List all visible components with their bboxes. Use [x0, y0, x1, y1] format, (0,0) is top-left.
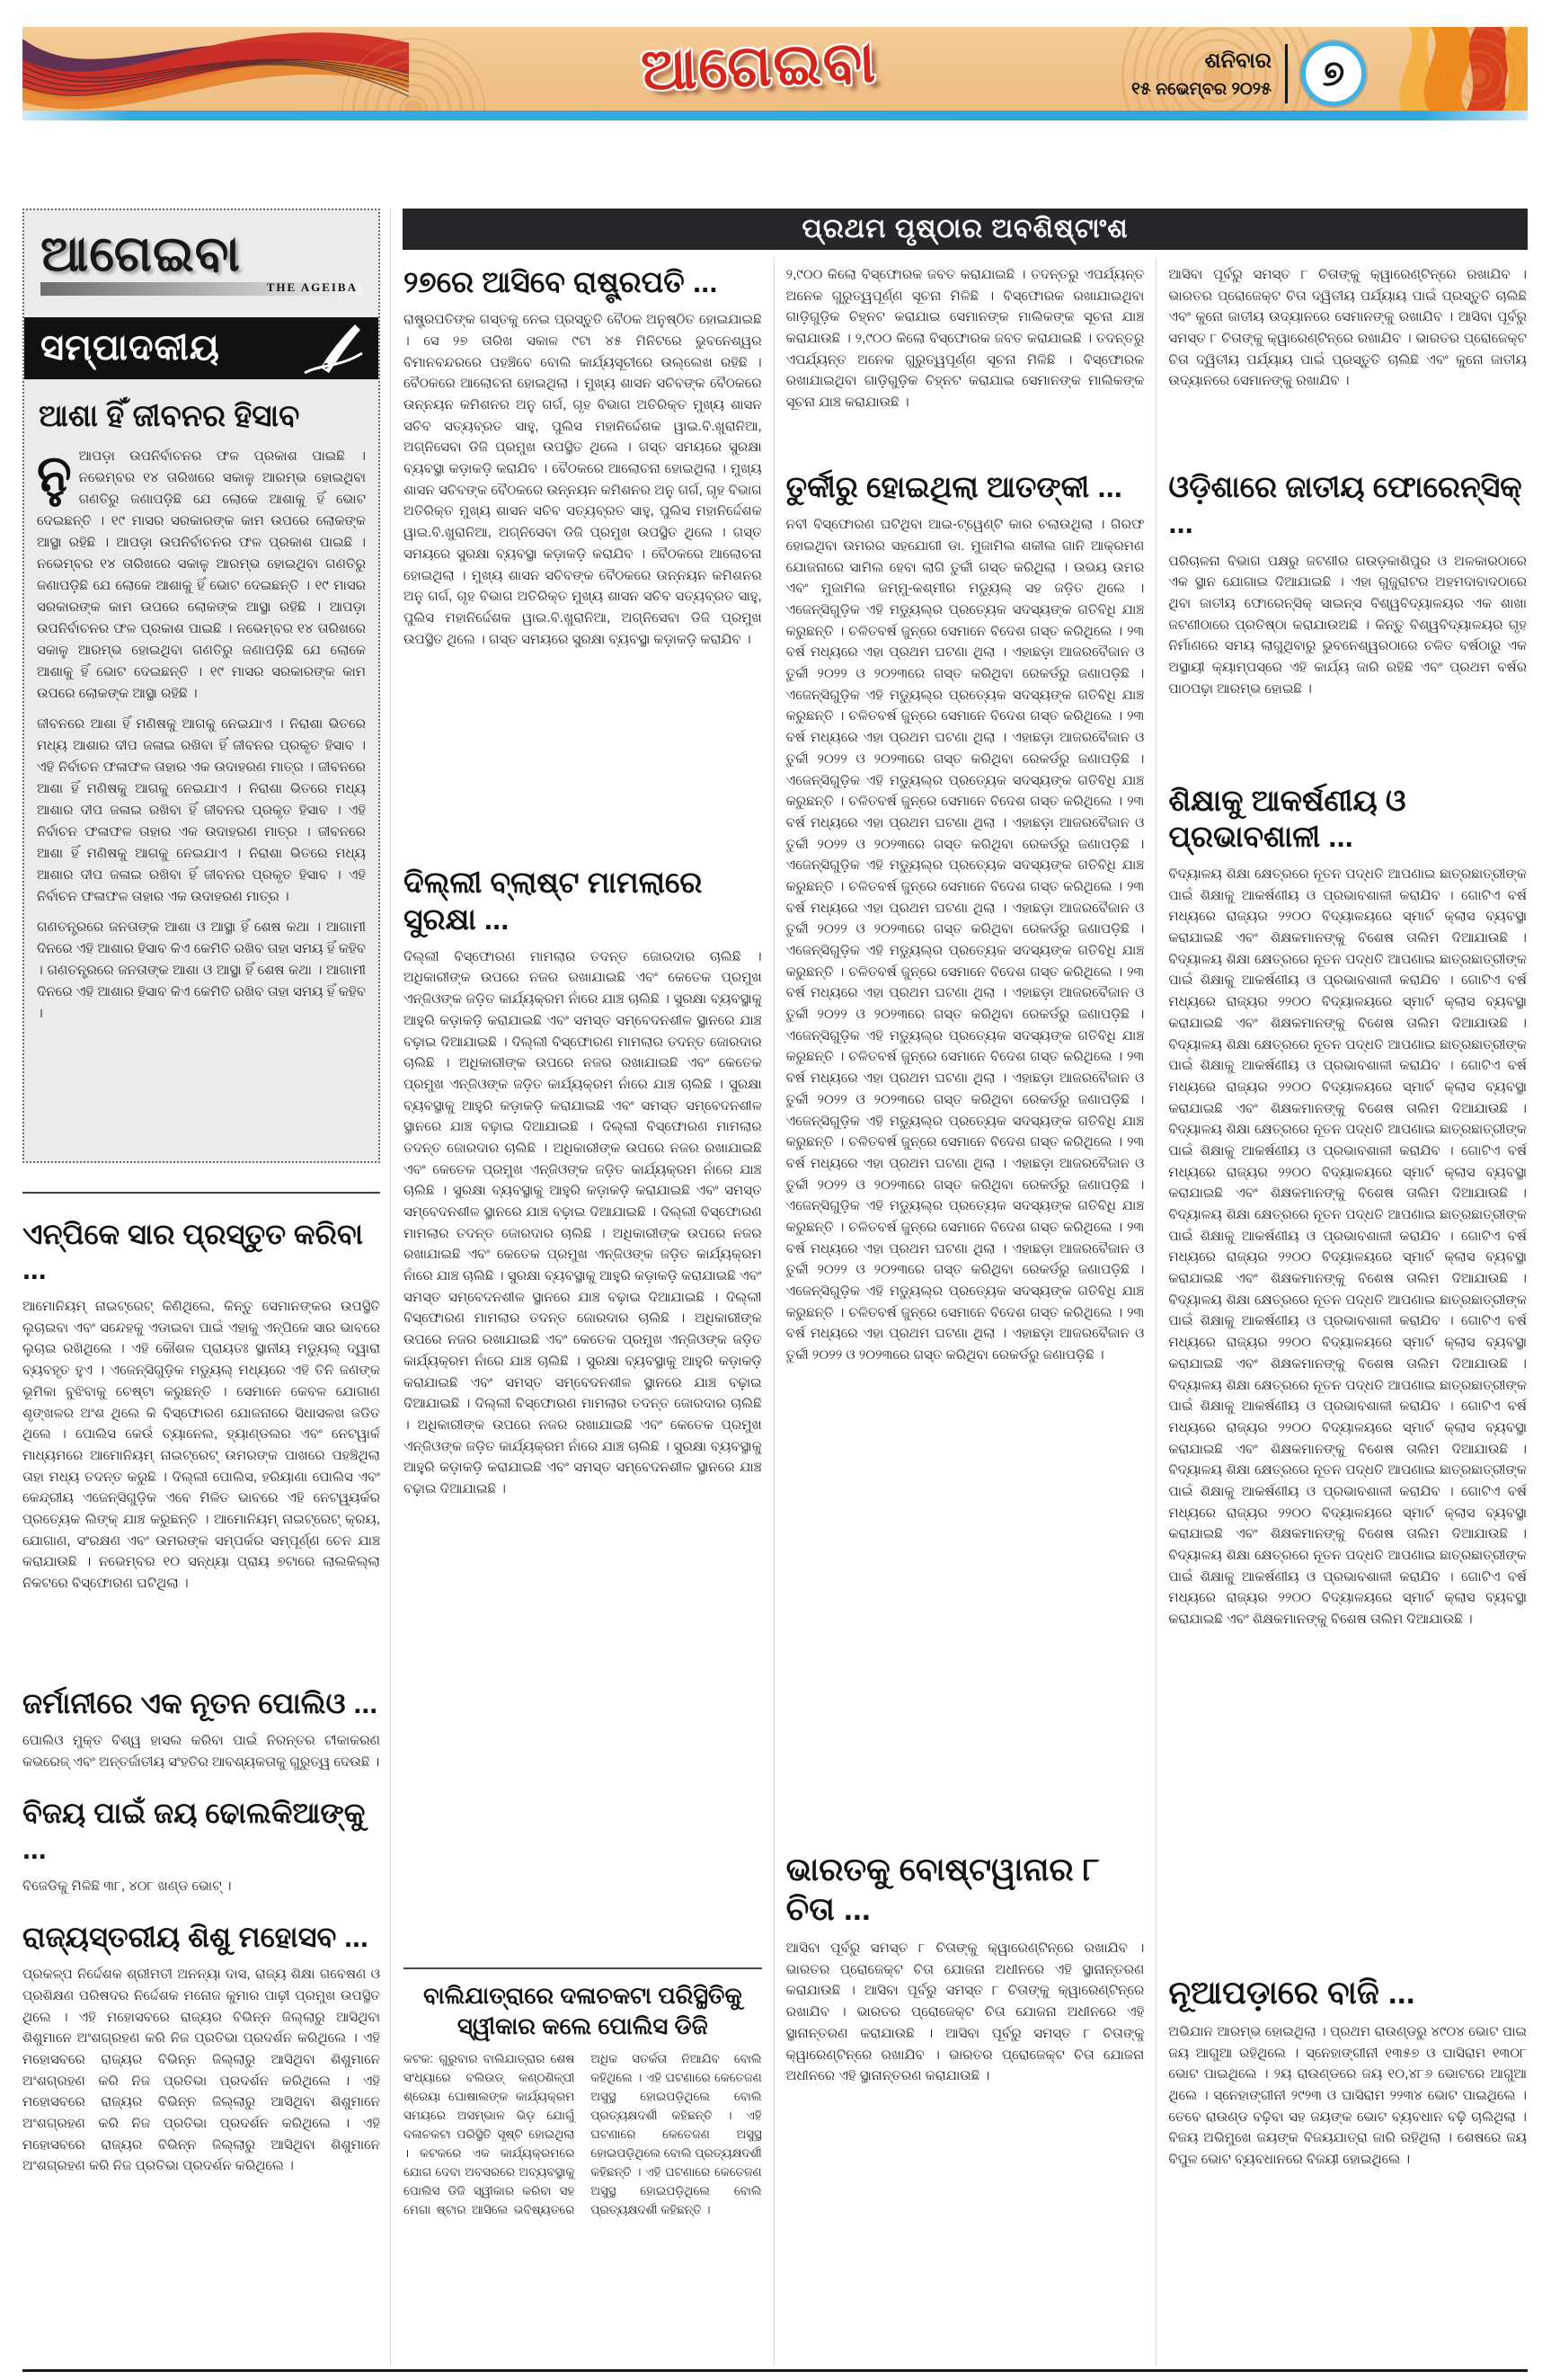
header-accent-strip [22, 111, 1528, 120]
header-band [22, 27, 1528, 111]
headline-botswana-cheetahs: ଭାରତକୁ ବୋଷ୍ଟୱାନାର ୮ ଚିତା ... [785, 1851, 1100, 1928]
left-articles [22, 1192, 380, 2262]
main-column-2 [774, 257, 1157, 2366]
body-botswana-cheetahs: ଆସିବା ପୂର୍ବରୁ ସମସ୍ତ ୮ ଚିତାଙ୍କୁ କ୍ୱାରେଣ୍ଟିନ୍‌ରେ ରଖାଯିବ । ଭାରତର ପ୍ରୋଜେକ୍ଟ ଚିତା ଯୋଜନା ଅଧୀନରେ ଏହି ସ୍ଥାନାନ୍ତରଣ କରାଯାଉଛି । ଆସିବା ପୂର୍ବରୁ ସମସ୍ତ ୮ ଚିତାଙ୍କୁ କ୍ୱାରେଣ୍ଟିନ୍‌ରେ ରଖାଯିବ । ଭାରତର ପ୍ରୋଜେକ୍ଟ ଚିତା ଯୋଜନା ଅଧୀନରେ ଏହି ସ୍ଥାନାନ୍ତରଣ କରାଯାଉଛି । ଆସିବା ପୂର୍ବରୁ ସମସ୍ତ ୮ ଚିତାଙ୍କୁ କ୍ୱାରେଣ୍ଟିନ୍‌ରେ ରଖାଯିବ । ଭାରତର ପ୍ରୋଜେକ୍ଟ ଚିତା ଯୋଜନା ଅଧୀନରେ ଏହି ସ୍ଥାନାନ୍ତରଣ କରାଯାଉଛି । [785, 1940, 1145, 2084]
page-content [22, 209, 1528, 2366]
body-president-visit: ରାଷ୍ଟ୍ରପତିଙ୍କ ଗସ୍ତକୁ ନେଇ ପ୍ରସ୍ତୁତି ବୈଠକ ଅନୁଷ୍ଠିତ ହୋଇଯାଇଛି । ସେ ୨୭ ତାରିଖ ସକାଳ ୯ଟା ୪୫ ମିନିଟରେ ଭୁବନେଶ୍ୱର ବିମାନବନ୍ଦରରେ ପହଞ୍ଚିବେ ବୋଲି କାର୍ଯ୍ୟସୂଚୀରେ ଉଲ୍ଲେଖ ରହିଛି । ବୈଠକରେ ଆଲୋଚନା ହୋଇଥିଲା । ମୁଖ୍ୟ ଶାସନ ସଚିବଙ୍କ ବୈଠକରେ ଉନ୍ନୟନ କମିଶନର ଅନୁ ଗର୍ଗ, ଗୃହ ବିଭାଗ ଅତିରିକ୍ତ ମୁଖ୍ୟ ଶାସନ ସଚିବ ସତ୍ୟବ୍ରତ ସାହୁ, ପୁଲିସ ମହାନିର୍ଦ୍ଦେଶକ ୱାଇ.ବି.ଖୁରାନିଆ, ଅଗ୍ନିସେବା ଡିଜି ପ୍ରମୁଖ ଉପସ୍ଥିତ ଥିଲେ । ଗସ୍ତ ସମୟରେ ସୁରକ୍ଷା ବ୍ୟବସ୍ଥା କଡ଼ାକଡ଼ି କରାଯିବ । ବୈଠକରେ ଆଲୋଚନା ହୋଇଥିଲା । ମୁଖ୍ୟ ଶାସନ ସଚିବଙ୍କ ବୈଠକରେ ଉନ୍ନୟନ କମିଶନର ଅନୁ ଗର୍ଗ, ଗୃହ ବିଭାଗ ଅତିରିକ୍ତ ମୁଖ୍ୟ ଶାସନ ସଚିବ ସତ୍ୟବ୍ରତ ସାହୁ, ପୁଲିସ ମହାନିର୍ଦ୍ଦେଶକ ୱାଇ.ବି.ଖୁରାନିଆ, ଅଗ୍ନିସେବା ଡିଜି ପ୍ରମୁଖ ଉପସ୍ଥିତ ଥିଲେ । ଗସ୍ତ ସମୟରେ ସୁରକ୍ଷା ବ୍ୟବସ୍ଥା କଡ଼ାକଡ଼ି କରାଯିବ । ବୈଠକରେ ଆଲୋଚନା ହୋଇଥିଲା । ମୁଖ୍ୟ ଶାସନ ସଚିବଙ୍କ ବୈଠକରେ ଉନ୍ନୟନ କମିଶନର ଅନୁ ଗର୍ଗ, ଗୃହ ବିଭାଗ ଅତିରିକ୍ତ ମୁଖ୍ୟ ଶାସନ ସଚିବ ସତ୍ୟବ୍ରତ ସାହୁ, ପୁଲିସ ମହାନିର୍ଦ୍ଦେଶକ ୱାଇ.ବି.ଖୁରାନିଆ, ଅଗ୍ନିସେବା ଡିଜି ପ୍ରମୁଖ ଉପସ୍ଥିତ ଥିଲେ । ଗସ୍ତ ସମୟରେ ସୁରକ୍ଷା ବ୍ୟବସ୍ଥା କଡ଼ାକଡ଼ି କରାଯିବ । [403, 312, 762, 647]
body-baliyatra-stampede: କଟକ: ଗୁରୁବାର ବାଲିଯାତ୍ରାର ଶେଷ ସଂଧ୍ୟାରେ ବଲିଉଡ୍ କଣ୍ଠଶିଳ୍ପୀ ଶ୍ରେୟା ଘୋଷାଲଙ୍କ କାର୍ଯ୍ୟକ୍ରମ ସମୟରେ ଅସମ୍ଭାଳ ଭିଡ଼ ଯୋଗୁଁ ଦଳାଚକଟା ପରିସ୍ଥିତି ସୃଷ୍ଟି ହୋଇଥିଲା । କଟକରେ ଏକ କାର୍ଯ୍ୟକ୍ରମରେ ଯୋଗ ଦେବା ଅବସରରେ ଅବ୍ୟବସ୍ଥାକୁ ପୋଲିସ ଡିଜି ସ୍ୱୀକାର କରିବା ସହ ମେଗା ଷ୍ଟାର ଆସିଲେ ଭବିଷ୍ୟତରେ ଅଧିକ ସତର୍କତା ନିଆଯିବ ବୋଲି କହିଥିଲେ । ଏହି ଘଟଣାରେ କେତେଜଣ ଅସୁସ୍ଥ ହୋଇପଡ଼ିଥିଲେ ବୋଲି ପ୍ରତ୍ୟକ୍ଷଦର୍ଶୀ କହିଛନ୍ତି । ଏହି ଘଟଣାରେ କେତେଜଣ ଅସୁସ୍ଥ ହୋଇପଡ଼ିଥିଲେ ବୋଲି ପ୍ରତ୍ୟକ୍ଷଦର୍ଶୀ କହିଛନ୍ତି । ଏହି ଘଟଣାରେ କେତେଜଣ ଅସୁସ୍ଥ ହୋଇପଡ଼ିଥିଲେ ବୋଲି ପ୍ରତ୍ୟକ୍ଷଦର୍ଶୀ କହିଛନ୍ତି । [403, 2052, 762, 2216]
header-divider [1285, 44, 1288, 103]
editorial-logo-bar [40, 282, 362, 296]
headline-baliyatra-stampede: ବାଲିଯାତ୍ରାରେ ଦଳାଚକଟା ପରିସ୍ଥିତିକୁ ସ୍ୱୀକାର କଲେ ପୋଲିସ ଡିଜି [422, 1981, 742, 2040]
baliyatra-box [403, 1967, 762, 2321]
headline-jay-dholakia: ବିଜୟ ପାଇଁ ଜୟ ଢୋଲକିଆଙ୍କୁ ... [22, 1797, 366, 1865]
body-germany-polio: ପୋଲିଓ ମୁକ୍ତ ବିଶ୍ୱ ହାସଲ କରିବା ପାଇଁ ନିରନ୍ତର ଟୀକାକରଣ କଭରେଜ୍ ଏବଂ ଅନ୍ତର୍ଜାତୀୟ ସଂହତିର ଆବଶ୍ୟକତାକୁ ଗୁରୁତ୍ୱ ଦେଉଛି । [22, 1733, 380, 1770]
editorial-logo-subtitle: THE AGEIBA [266, 280, 358, 294]
headline-germany-polio: ଜର୍ମାନୀରେ ଏକ ନୂତନ ପୋଲିଓ ... [22, 1687, 378, 1720]
bottom-rule [22, 2369, 1528, 2372]
body-explosives-seized: ୨,୯୦୦ କିଲୋ ବିସ୍ଫୋରକ ଜବତ କରାଯାଇଛି । ତଦନ୍ତରୁ ଏପର୍ଯ୍ୟନ୍ତ ଅନେକ ଗୁରୁତ୍ୱପୂର୍ଣ୍ଣ ସୂଚନା ମିଳିଛି । ବିସ୍ଫୋରକ ରଖାଯାଇଥିବା ଗାଡ଼ିଗୁଡ଼ିକ ଚିହ୍ନଟ କରାଯାଇ ସେମାନଙ୍କ ମାଲିକଙ୍କ ସୂଚନା ଯାଞ୍ଚ କରାଯାଉଛି । ୨,୯୦୦ କିଲୋ ବିସ୍ଫୋରକ ଜବତ କରାଯାଇଛି । ତଦନ୍ତରୁ ଏପର୍ଯ୍ୟନ୍ତ ଅନେକ ଗୁରୁତ୍ୱପୂର୍ଣ୍ଣ ସୂଚନା ମିଳିଛି । ବିସ୍ଫୋରକ ରଖାଯାଇଥିବା ଗାଡ଼ିଗୁଡ଼ିକ ଚିହ୍ନଟ କରାଯାଇ ସେମାନଙ୍କ ମାଲିକଙ୍କ ସୂଚନା ଯାଞ୍ଚ କରାଯାଉଛି । [785, 267, 1145, 411]
body-national-forensic: ପରିଚାଳନା ବିଭାଗ ପକ୍ଷରୁ ଜଟଣୀର ଗଉଡ଼କାଶିପୁର ଓ ଅଳକାରଠାରେ ଏକ ସ୍ଥାନ ଯୋଗାଇ ଦିଆଯାଇଛି । ଏହା ଗୁଜୁରାଟର ଅହମଦାବାଦଠାରେ ଥିବା ଜାତୀୟ ଫୋରେନ୍ସିକ୍ ସାଇନ୍ସ ବିଶ୍ୱବିଦ୍ୟାଳୟର ଏକ ଶାଖା ଜଟଣୀଠାରେ ପ୍ରତିଷ୍ଠା କରାଯାଉଅଛି । କିନ୍ତୁ ବିଶ୍ୱବିଦ୍ୟାଳୟର ଗୃହ ନିର୍ମାଣରେ ସମୟ ଲାଗୁଥିବାରୁ ଭୁବନେଶ୍ୱରଠାରେ ଚଳିତ ବର୍ଷଠାରୁ ଏକ ଅସ୍ଥାୟୀ କ୍ୟାମ୍ପସ୍‌ରେ ଏହି କାର୍ଯ୍ୟ ଜାରି ରହିଛି ଏବଂ ପ୍ରଥମ ବର୍ଷର ପାଠପଢ଼ା ଆରମ୍ଭ ହୋଇଛି । [1168, 553, 1528, 697]
main-column-3 [1156, 257, 1528, 2366]
headline-npk-fertilizer: ଏନ୍‌ପିକେ ସାର ପ୍ରସ୍ତୁତ କରିବା ... [22, 1218, 363, 1286]
editorial-dropcap: ନୁ [37, 445, 72, 502]
headline-delhi-blast: ଦିଲ୍ଲୀ ବ୍ଲାଷ୍ଟ ମାମଲାରେ ସୁରକ୍ଷା ... [403, 866, 703, 936]
main-section [403, 209, 1528, 2366]
editorial-logo: ଆଗେଇବା [40, 226, 241, 281]
body-jay-dholakia: ବିଜେଡିକୁ ମିଳିଛି ୩୮, ୪୦୮ ଖଣ୍ଡ ଭୋଟ୍ । [22, 1878, 232, 1894]
headline-attractive-education: ଶିକ୍ଷାକୁ ଆକର୍ଷଣୀୟ ଓ ପ୍ରଭାବଶାଳୀ ... [1168, 783, 1406, 853]
page-number-badge [1301, 41, 1366, 106]
masthead-title: ଆଗେଇବା [639, 29, 878, 102]
date-label: ୧୫ ନଭେମ୍ବର ୨୦୨୫ [1131, 79, 1272, 99]
header-date-block [1131, 41, 1366, 106]
editorial-column [22, 209, 391, 2366]
headline-nuapada-bet: ନୂଆପଡ଼ାରେ ବାଜି ... [1168, 1974, 1415, 2011]
body-cheetah-quarantine: ଆସିବା ପୂର୍ବରୁ ସମସ୍ତ ୮ ଚିତାଙ୍କୁ କ୍ୱାରେଣ୍ଟିନ୍‌ରେ ରଖାଯିବ । ଭାରତର ପ୍ରୋଜେକ୍ଟ ଚିତା ଦ୍ୱିତୀୟ ପର୍ଯ୍ୟାୟ ପାଇଁ ପ୍ରସ୍ତୁତି ଚାଲିଛି ଏବଂ କୁନୋ ଜାତୀୟ ଉଦ୍ୟାନରେ ସେମାନଙ୍କୁ ରଖାଯିବ । ଆସିବା ପୂର୍ବରୁ ସମସ୍ତ ୮ ଚିତାଙ୍କୁ କ୍ୱାରେଣ୍ଟିନ୍‌ରେ ରଖାଯିବ । ଭାରତର ପ୍ରୋଜେକ୍ଟ ଚିତା ଦ୍ୱିତୀୟ ପର୍ଯ୍ୟାୟ ପାଇଁ ପ୍ରସ୍ତୁତି ଚାଲିଛି ଏବଂ କୁନୋ ଜାତୀୟ ଉଦ୍ୟାନରେ ସେମାନଙ୍କୁ ରଖାଯିବ । [1168, 267, 1528, 389]
headline-national-forensic: ଓଡ଼ିଶାରେ ଜାତୀୟ ଫୋରେନ୍ସିକ୍ ... [1168, 470, 1522, 540]
editorial-banner [24, 317, 378, 379]
body-child-festival: ପ୍ରକଳ୍ପ ନିର୍ଦ୍ଦେଶକ ଶ୍ରୀମତୀ ଅନନ୍ୟା ଦାସ, ରାଜ୍ୟ ଶିକ୍ଷା ଗବେଷଣ ଓ ପ୍ରଶିକ୍ଷଣ ପରିଷଦର ନିର୍ଦ୍ଦେଶକ ମନୋଜ କୁମାର ପାଢ଼ୀ ପ୍ରମୁଖ ଉପସ୍ଥିତ ଥିଲେ । ଏହି ମହୋସବରେ ରାଜ୍ୟର ବିଭିନ୍ନ ଜିଲ୍ଲାରୁ ଆସିଥିବା ଶିଶୁମାନେ ଅଂଶଗ୍ରହଣ କରି ନିଜ ପ୍ରତିଭା ପ୍ରଦର୍ଶନ କରିଥିଲେ । ଏହି ମହୋସବରେ ରାଜ୍ୟର ବିଭିନ୍ନ ଜିଲ୍ଲାରୁ ଆସିଥିବା ଶିଶୁମାନେ ଅଂଶଗ୍ରହଣ କରି ନିଜ ପ୍ରତିଭା ପ୍ରଦର୍ଶନ କରିଥିଲେ । ଏହି ମହୋସବରେ ରାଜ୍ୟର ବିଭିନ୍ନ ଜିଲ୍ଲାରୁ ଆସିଥିବା ଶିଶୁମାନେ ଅଂଶଗ୍ରହଣ କରି ନିଜ ପ୍ରତିଭା ପ୍ରଦର୍ଶନ କରିଥିଲେ । ଏହି ମହୋସବରେ ରାଜ୍ୟର ବିଭିନ୍ନ ଜିଲ୍ଲାରୁ ଆସିଥିବା ଶିଶୁମାନେ ଅଂଶଗ୍ରହଣ କରି ନିଜ ପ୍ରତିଭା ପ୍ରଦର୍ଶନ କରିଥିଲେ । [22, 1967, 380, 2174]
editorial-body: ନୁଆପଡ଼ା ଉପନିର୍ବାଚନର ଫଳ ପ୍ରକାଶ ପାଇଛି । ନଭେମ୍ବର ୧୪ ତାରିଖରେ ସକାଳୁ ଆରମ୍ଭ ହୋଇଥିବା ଗଣତିରୁ ଜଣାପଡ଼ିଛି ଯେ ଲୋକେ ଆଶାକୁ ହିଁ ଭୋଟ ଦେଇଛନ୍ତି । ୧୯ ମାସର ସରକାରଙ୍କ କାମ ଉପରେ ଲୋକଙ୍କ ଆସ୍ଥା ରହିଛି । ଆପଡ଼ା ଉପନିର୍ବାଚନର ଫଳ ପ୍ରକାଶ ପାଇଛି । ନଭେମ୍ବର ୧୪ ତାରିଖରେ ସକାଳୁ ଆରମ୍ଭ ହୋଇଥିବା ଗଣତିରୁ ଜଣାପଡ଼ିଛି ଯେ ଲୋକେ ଆଶାକୁ ହିଁ ଭୋଟ ଦେଇଛନ୍ତି । ୧୯ ମାସର ସରକାରଙ୍କ କାମ ଉପରେ ଲୋକଙ୍କ ଆସ୍ଥା ରହିଛି । ଆପଡ଼ା ଉପନିର୍ବାଚନର ଫଳ ପ୍ରକାଶ ପାଇଛି । ନଭେମ୍ବର ୧୪ ତାରିଖରେ ସକାଳୁ ଆରମ୍ଭ ହୋଇଥିବା ଗଣତିରୁ ଜଣାପଡ଼ିଛି ଯେ ଲୋକେ ଆଶାକୁ ହିଁ ଭୋଟ ଦେଇଛନ୍ତି । ୧୯ ମାସର ସରକାରଙ୍କ କାମ ଉପରେ ଲୋକଙ୍କ ଆସ୍ଥା ରହିଛି । ଜୀବନରେ ଆଶା ହିଁ ମଣିଷକୁ ଆଗକୁ ନେଇଯାଏ । ନିରାଶା ଭିତରେ ମଧ୍ୟ ଆଶାର ଦୀପ ଜଳାଇ ରଖିବା ହିଁ ଜୀବନର ପ୍ରକୃତ ହିସାବ । ଏହି ନିର୍ବାଚନ ଫଳାଫଳ ତାହାର ଏକ ଉଦାହରଣ ମାତ୍ର । ଜୀବନରେ ଆଶା ହିଁ ମଣିଷକୁ ଆଗକୁ ନେଇଯାଏ । ନିରାଶା ଭିତରେ ମଧ୍ୟ ଆଶାର ଦୀପ ଜଳାଇ ରଖିବା ହିଁ ଜୀବନର ପ୍ରକୃତ ହିସାବ । ଏହି ନିର୍ବାଚନ ଫଳାଫଳ ତାହାର ଏକ ଉଦାହରଣ ମାତ୍ର । ଜୀବନରେ ଆଶା ହିଁ ମଣିଷକୁ ଆଗକୁ ନେଇଯାଏ । ନିରାଶା ଭିତରେ ମଧ୍ୟ ଆଶାର ଦୀପ ଜଳାଇ ରଖିବା ହିଁ ଜୀବନର ପ୍ରକୃତ ହିସାବ । ଏହି ନିର୍ବାଚନ ଫଳାଫଳ ତାହାର ଏକ ଉଦାହରଣ ମାତ୍ର । ଗଣତନ୍ତ୍ରରେ ଜନତାଙ୍କ ଆଶା ଓ ଆସ୍ଥା ହିଁ ଶେଷ କଥା । ଆଗାମୀ ଦିନରେ ଏହି ଆଶାର ହିସାବ କିଏ କେମିତି ରଖିବ ତାହା ସମୟ ହିଁ କହିବ । ଗଣତନ୍ତ୍ରରେ ଜନତାଙ୍କ ଆଶା ଓ ଆସ୍ଥା ହିଁ ଶେଷ କଥା । ଆଗାମୀ ଦିନରେ ଏହି ଆଶାର ହିସାବ କିଏ କେମିତି ରଖିବ ତାହା ସମୟ ହିଁ କହିବ । [37, 445, 366, 1022]
body-attractive-education: ବିଦ୍ୟାଳୟ ଶିକ୍ଷା କ୍ଷେତ୍ରରେ ନୂତନ ପଦ୍ଧତି ଆପଣାଇ ଛାତ୍ରଛାତ୍ରୀଙ୍କ ପାଇଁ ଶିକ୍ଷାକୁ ଆକର୍ଷଣୀୟ ଓ ପ୍ରଭାବଶାଳୀ କରାଯିବ । ଗୋଟିଏ ବର୍ଷ ମଧ୍ୟରେ ରାଜ୍ୟର ୨୨୦୦ ବିଦ୍ୟାଳୟରେ ସ୍ମାର୍ଟ କ୍ଲାସ ବ୍ୟବସ୍ଥା କରାଯାଇଛି ଏବଂ ଶିକ୍ଷକମାନଙ୍କୁ ବିଶେଷ ତାଲିମ ଦିଆଯାଉଛି । ବିଦ୍ୟାଳୟ ଶିକ୍ଷା କ୍ଷେତ୍ରରେ ନୂତନ ପଦ୍ଧତି ଆପଣାଇ ଛାତ୍ରଛାତ୍ରୀଙ୍କ ପାଇଁ ଶିକ୍ଷାକୁ ଆକର୍ଷଣୀୟ ଓ ପ୍ରଭାବଶାଳୀ କରାଯିବ । ଗୋଟିଏ ବର୍ଷ ମଧ୍ୟରେ ରାଜ୍ୟର ୨୨୦୦ ବିଦ୍ୟାଳୟରେ ସ୍ମାର୍ଟ କ୍ଲାସ ବ୍ୟବସ୍ଥା କରାଯାଇଛି ଏବଂ ଶିକ୍ଷକମାନଙ୍କୁ ବିଶେଷ ତାଲିମ ଦିଆଯାଉଛି । ବିଦ୍ୟାଳୟ ଶିକ୍ଷା କ୍ଷେତ୍ରରେ ନୂତନ ପଦ୍ଧତି ଆପଣାଇ ଛାତ୍ରଛାତ୍ରୀଙ୍କ ପାଇଁ ଶିକ୍ଷାକୁ ଆକର୍ଷଣୀୟ ଓ ପ୍ରଭାବଶାଳୀ କରାଯିବ । ଗୋଟିଏ ବର୍ଷ ମଧ୍ୟରେ ରାଜ୍ୟର ୨୨୦୦ ବିଦ୍ୟାଳୟରେ ସ୍ମାର୍ଟ କ୍ଲାସ ବ୍ୟବସ୍ଥା କରାଯାଇଛି ଏବଂ ଶିକ୍ଷକମାନଙ୍କୁ ବିଶେଷ ତାଲିମ ଦିଆଯାଉଛି । ବିଦ୍ୟାଳୟ ଶିକ୍ଷା କ୍ଷେତ୍ରରେ ନୂତନ ପଦ୍ଧତି ଆପଣାଇ ଛାତ୍ରଛାତ୍ରୀଙ୍କ ପାଇଁ ଶିକ୍ଷାକୁ ଆକର୍ଷଣୀୟ ଓ ପ୍ରଭାବଶାଳୀ କରାଯିବ । ଗୋଟିଏ ବର୍ଷ ମଧ୍ୟରେ ରାଜ୍ୟର ୨୨୦୦ ବିଦ୍ୟାଳୟରେ ସ୍ମାର୍ଟ କ୍ଲାସ ବ୍ୟବସ୍ଥା କରାଯାଇଛି ଏବଂ ଶିକ୍ଷକମାନଙ୍କୁ ବିଶେଷ ତାଲିମ ଦିଆଯାଉଛି । ବିଦ୍ୟାଳୟ ଶିକ୍ଷା କ୍ଷେତ୍ରରେ ନୂତନ ପଦ୍ଧତି ଆପଣାଇ ଛାତ୍ରଛାତ୍ରୀଙ୍କ ପାଇଁ ଶିକ୍ଷାକୁ ଆକର୍ଷଣୀୟ ଓ ପ୍ରଭାବଶାଳୀ କରାଯିବ । ଗୋଟିଏ ବର୍ଷ ମଧ୍ୟରେ ରାଜ୍ୟର ୨୨୦୦ ବିଦ୍ୟାଳୟରେ ସ୍ମାର୍ଟ କ୍ଲାସ ବ୍ୟବସ୍ଥା କରାଯାଇଛି ଏବଂ ଶିକ୍ଷକମାନଙ୍କୁ ବିଶେଷ ତାଲିମ ଦିଆଯାଉଛି । ବିଦ୍ୟାଳୟ ଶିକ୍ଷା କ୍ଷେତ୍ରରେ ନୂତନ ପଦ୍ଧତି ଆପଣାଇ ଛାତ୍ରଛାତ୍ରୀଙ୍କ ପାଇଁ ଶିକ୍ଷାକୁ ଆକର୍ଷଣୀୟ ଓ ପ୍ରଭାବଶାଳୀ କରାଯିବ । ଗୋଟିଏ ବର୍ଷ ମଧ୍ୟରେ ରାଜ୍ୟର ୨୨୦୦ ବିଦ୍ୟାଳୟରେ ସ୍ମାର୍ଟ କ୍ଲାସ ବ୍ୟବସ୍ଥା କରାଯାଇଛି ଏବଂ ଶିକ୍ଷକମାନଙ୍କୁ ବିଶେଷ ତାଲିମ ଦିଆଯାଉଛି । ବିଦ୍ୟାଳୟ ଶିକ୍ଷା କ୍ଷେତ୍ରରେ ନୂତନ ପଦ୍ଧତି ଆପଣାଇ ଛାତ୍ରଛାତ୍ରୀଙ୍କ ପାଇଁ ଶିକ୍ଷାକୁ ଆକର୍ଷଣୀୟ ଓ ପ୍ରଭାବଶାଳୀ କରାଯିବ । ଗୋଟିଏ ବର୍ଷ ମଧ୍ୟରେ ରାଜ୍ୟର ୨୨୦୦ ବିଦ୍ୟାଳୟରେ ସ୍ମାର୍ଟ କ୍ଲାସ ବ୍ୟବସ୍ଥା କରାଯାଇଛି ଏବଂ ଶିକ୍ଷକମାନଙ୍କୁ ବିଶେଷ ତାଲିମ ଦିଆଯାଉଛି । ବିଦ୍ୟାଳୟ ଶିକ୍ଷା କ୍ଷେତ୍ରରେ ନୂତନ ପଦ୍ଧତି ଆପଣାଇ ଛାତ୍ରଛାତ୍ରୀଙ୍କ ପାଇଁ ଶିକ୍ଷାକୁ ଆକର୍ଷଣୀୟ ଓ ପ୍ରଭାବଶାଳୀ କରାଯିବ । ଗୋଟିଏ ବର୍ଷ ମଧ୍ୟରେ ରାଜ୍ୟର ୨୨୦୦ ବିଦ୍ୟାଳୟରେ ସ୍ମାର୍ଟ କ୍ଲାସ ବ୍ୟବସ୍ଥା କରାଯାଇଛି ଏବଂ ଶିକ୍ଷକମାନଙ୍କୁ ବିଶେଷ ତାଲିମ ଦିଆଯାଉଛି । ବିଦ୍ୟାଳୟ ଶିକ୍ଷା କ୍ଷେତ୍ରରେ ନୂତନ ପଦ୍ଧତି ଆପଣାଇ ଛାତ୍ରଛାତ୍ରୀଙ୍କ ପାଇଁ ଶିକ୍ଷାକୁ ଆକର୍ଷଣୀୟ ଓ ପ୍ରଭାବଶାଳୀ କରାଯିବ । ଗୋଟିଏ ବର୍ଷ ମଧ୍ୟରେ ରାଜ୍ୟର ୨୨୦୦ ବିଦ୍ୟାଳୟରେ ସ୍ମାର୍ଟ କ୍ଲାସ ବ୍ୟବସ୍ଥା କରାଯାଇଛି ଏବଂ ଶିକ୍ଷକମାନଙ୍କୁ ବିଶେଷ ତାଲିମ ଦିଆଯାଉଛି । [1168, 866, 1528, 1628]
main-column-1 [403, 257, 774, 2366]
editorial-box [22, 209, 380, 1163]
body-npk-fertilizer: ଆମୋନିୟମ୍ ନାଇଟ୍ରେଟ୍ କିଣିଥିଲେ, କିନ୍ତୁ ସେମାନଙ୍କର ଉପସ୍ଥିତି ଲୁଚାଇବା ଏବଂ ସନ୍ଦେହକୁ ଏଡାଇବା ପାଇଁ ଏହାକୁ ଏନ୍‌ପିକେ ସାର ଭାବରେ ଲୁଚାଇ ରଖିଥିଲେ । ଏହି କୌଶଳ ପ୍ରାୟତଃ ସ୍ଥାନୀୟ ମଡ୍ୟୁଲ୍ ଦ୍ୱାରା ବ୍ୟବହୃତ ହୁଏ । ଏଜେନ୍ସିଗୁଡ଼ିକ ମଡ୍ୟୁଲ୍ ମଧ୍ୟରେ ଏହି ତିନି ଜଣଙ୍କ ଭୂମିକା ବୁଝିବାକୁ ଚେଷ୍ଟା କରୁଛନ୍ତି । ସେମାନେ କେବଳ ଯୋଗାଣ ଶୃଙ୍ଖଳର ଅଂଶ ଥିଲେ କି ବିସ୍ଫୋରଣ ଯୋଜନାରେ ସିଧାସଳଖ ଜଡିତ ଥିଲେ । ପୋଲିସ କେଉଁ ଚ୍ୟାନେଲ, ହ୍ୟାଣ୍ଡଲର ଏବଂ ନେଟୱାର୍କ ମାଧ୍ୟମରେ ଆମୋନିୟମ୍ ନାଇଟ୍ରେଟ୍ ଉମରଙ୍କ ପାଖରେ ପହଞ୍ଚିଥିଲା ତାହା ମଧ୍ୟ ତଦନ୍ତ କରୁଛି । ଦିଲ୍ଲୀ ପୋଲିସ, ହରିୟାଣା ପୋଲିସ ଏବଂ କେନ୍ଦ୍ରୀୟ ଏଜେନ୍ସିଗୁଡ଼ିକ ଏବେ ମିଳିତ ଭାବରେ ଏହି ନେଟୱ୍ୟର୍କର ପ୍ରତ୍ୟେକ ଲିଙ୍କ୍ ଯାଞ୍ଚ କରୁଛନ୍ତି । ଆମୋନିୟମ୍ ନାଇଟ୍ରେଟ୍ କ୍ରୟ, ଯୋଗାଣ, ସଂରକ୍ଷଣ ଏବଂ ଉମରଙ୍କ ସମ୍ପର୍କର ସମ୍ପୂର୍ଣ୍ଣ ଚେନ ଯାଞ୍ଚ କରାଯାଉଛି । ନଭେମ୍ବର ୧୦ ସନ୍ଧ୍ୟା ପ୍ରାୟ ୭ଟାରେ ଲାଲକିଲ୍ଲା ନିକଟରେ ବିସ୍ଫୋରଣ ଘଟିଥିଲା । [22, 1299, 380, 1591]
body-nuapada-bet: ଅଭିଯାନ ଆରମ୍ଭ ହୋଇଥିଲା । ପ୍ରଥମ ରାଉଣ୍ଡରୁ ୪୯୦୪ ଭୋଟ ପାଇ ଜୟ ଆଗୁଆ ରହିଥିଲେ । ସ୍ନେହାଙ୍ଗୀନୀ ୧୩୫୭ ଓ ଘାସିରାମ ୧୩୦୮ ଭୋଟ ପାଇଥିଲେ । ୨ୟ ରାଉଣ୍ଡରେ ଜୟ ୧୦,୪୮୬ ଭୋଟରେ ଆଗୁଆ ଥିଲେ । ସ୍ନେହାଙ୍ଗୀନୀ ୨୯୨୩ ଓ ଘାସିରାମ ୨୨୩୪ ଭୋଟ ପାଇଥିଲେ । ତେବେ ରାଉଣ୍ଡ ବଢ଼ିବା ସହ ଜୟଙ୍କ ଭୋଟ ବ୍ୟବଧାନ ବଢ଼ି ଚାଲିଥିଲା । ବିଜୟ ଅଭିମୁଖେ ଜୟଙ୍କ ବିଜୟଯାତ୍ରା ଜାରି ରହିଥିଲା । ଶେଷରେ ଜୟ ବିପୁଳ ଭୋଟ ବ୍ୟବଧାନରେ ବିଜୟୀ ହୋଇଥିଲେ । [1168, 2023, 1528, 2168]
mandala-decoration [1420, 27, 1528, 111]
body-turkey-terror: ନବୀ ବିସ୍ଫୋରଣ ଘଟିଥିବା ଆଇ-ଟ୍ୱେଣ୍ଟି କାର ଚଲାଉଥିଲା । ଗିରଫ ହୋଇଥିବା ଉମରର ସହଯୋଗୀ ଡା. ମୁଜାମିଲ ଶକୀଲ ଗାନି ଆକ୍ରମଣ ଯୋଜନାରେ ସାମିଲ ହେବା ଲାଗି ତୁର୍କୀ ଗସ୍ତ କରିଥିଲା । ଉଭୟ ଉମର ଏବଂ ମୁଜାମିଲ ଜମ୍ମୁ-କଶ୍ମୀର ମଡ୍ୟୁଲ୍ ସହ ଜଡ଼ିତ ଥିଲେ । ଏଜେନ୍ସିଗୁଡ଼ିକ ଏହି ମଡ୍ୟୁଲ୍‌ର ପ୍ରତ୍ୟେକ ସଦସ୍ୟଙ୍କ ଗତିବିଧି ଯାଞ୍ଚ କରୁଛନ୍ତି । ଚଳିତବର୍ଷ ଜୁନ୍‌ରେ ସେମାନେ ବିଦେଶ ଗସ୍ତ କରିଥିଲେ । ୨୩ ବର୍ଷ ମଧ୍ୟରେ ଏହା ପ୍ରଥମ ଘଟଣା ଥିଲା । ଏହାଛଡ଼ା ଆଜରବୈଜାନ ଓ ତୁର୍କୀ ୨୦୨୨ ଓ ୨୦୨୩ରେ ଗସ୍ତ କରିଥିବା ରେକର୍ଡରୁ ଜଣାପଡ଼ିଛି । ଏଜେନ୍ସିଗୁଡ଼ିକ ଏହି ମଡ୍ୟୁଲ୍‌ର ପ୍ରତ୍ୟେକ ସଦସ୍ୟଙ୍କ ଗତିବିଧି ଯାଞ୍ଚ କରୁଛନ୍ତି । ଚଳିତବର୍ଷ ଜୁନ୍‌ରେ ସେମାନେ ବିଦେଶ ଗସ୍ତ କରିଥିଲେ । ୨୩ ବର୍ଷ ମଧ୍ୟରେ ଏହା ପ୍ରଥମ ଘଟଣା ଥିଲା । ଏହାଛଡ଼ା ଆଜରବୈଜାନ ଓ ତୁର୍କୀ ୨୦୨୨ ଓ ୨୦୨୩ରେ ଗସ୍ତ କରିଥିବା ରେକର୍ଡରୁ ଜଣାପଡ଼ିଛି । ଏଜେନ୍ସିଗୁଡ଼ିକ ଏହି ମଡ୍ୟୁଲ୍‌ର ପ୍ରତ୍ୟେକ ସଦସ୍ୟଙ୍କ ଗତିବିଧି ଯାଞ୍ଚ କରୁଛନ୍ତି । ଚଳିତବର୍ଷ ଜୁନ୍‌ରେ ସେମାନେ ବିଦେଶ ଗସ୍ତ କରିଥିଲେ । ୨୩ ବର୍ଷ ମଧ୍ୟରେ ଏହା ପ୍ରଥମ ଘଟଣା ଥିଲା । ଏହାଛଡ଼ା ଆଜରବୈଜାନ ଓ ତୁର୍କୀ ୨୦୨୨ ଓ ୨୦୨୩ରେ ଗସ୍ତ କରିଥିବା ରେକର୍ଡରୁ ଜଣାପଡ଼ିଛି । ଏଜେନ୍ସିଗୁଡ଼ିକ ଏହି ମଡ୍ୟୁଲ୍‌ର ପ୍ରତ୍ୟେକ ସଦସ୍ୟଙ୍କ ଗତିବିଧି ଯାଞ୍ଚ କରୁଛନ୍ତି । ଚଳିତବର୍ଷ ଜୁନ୍‌ରେ ସେମାନେ ବିଦେଶ ଗସ୍ତ କରିଥିଲେ । ୨୩ ବର୍ଷ ମଧ୍ୟରେ ଏହା ପ୍ରଥମ ଘଟଣା ଥିଲା । ଏହାଛଡ଼ା ଆଜରବୈଜାନ ଓ ତୁର୍କୀ ୨୦୨୨ ଓ ୨୦୨୩ରେ ଗସ୍ତ କରିଥିବା ରେକର୍ଡରୁ ଜଣାପଡ଼ିଛି । ଏଜେନ୍ସିଗୁଡ଼ିକ ଏହି ମଡ୍ୟୁଲ୍‌ର ପ୍ରତ୍ୟେକ ସଦସ୍ୟଙ୍କ ଗତିବିଧି ଯାଞ୍ଚ କରୁଛନ୍ତି । ଚଳିତବର୍ଷ ଜୁନ୍‌ରେ ସେମାନେ ବିଦେଶ ଗସ୍ତ କରିଥିଲେ । ୨୩ ବର୍ଷ ମଧ୍ୟରେ ଏହା ପ୍ରଥମ ଘଟଣା ଥିଲା । ଏହାଛଡ଼ା ଆଜରବୈଜାନ ଓ ତୁର୍କୀ ୨୦୨୨ ଓ ୨୦୨୩ରେ ଗସ୍ତ କରିଥିବା ରେକର୍ଡରୁ ଜଣାପଡ଼ିଛି । ଏଜେନ୍ସିଗୁଡ଼ିକ ଏହି ମଡ୍ୟୁଲ୍‌ର ପ୍ରତ୍ୟେକ ସଦସ୍ୟଙ୍କ ଗତିବିଧି ଯାଞ୍ଚ କରୁଛନ୍ତି । ଚଳିତବର୍ଷ ଜୁନ୍‌ରେ ସେମାନେ ବିଦେଶ ଗସ୍ତ କରିଥିଲେ । ୨୩ ବର୍ଷ ମଧ୍ୟରେ ଏହା ପ୍ରଥମ ଘଟଣା ଥିଲା । ଏହାଛଡ଼ା ଆଜରବୈଜାନ ଓ ତୁର୍କୀ ୨୦୨୨ ଓ ୨୦୨୩ରେ ଗସ୍ତ କରିଥିବା ରେକର୍ଡରୁ ଜଣାପଡ଼ିଛି । ଏଜେନ୍ସିଗୁଡ଼ିକ ଏହି ମଡ୍ୟୁଲ୍‌ର ପ୍ରତ୍ୟେକ ସଦସ୍ୟଙ୍କ ଗତିବିଧି ଯାଞ୍ଚ କରୁଛନ୍ତି । ଚଳିତବର୍ଷ ଜୁନ୍‌ରେ ସେମାନେ ବିଦେଶ ଗସ୍ତ କରିଥିଲେ । ୨୩ ବର୍ଷ ମଧ୍ୟରେ ଏହା ପ୍ରଥମ ଘଟଣା ଥିଲା । ଏହାଛଡ଼ା ଆଜରବୈଜାନ ଓ ତୁର୍କୀ ୨୦୨୨ ଓ ୨୦୨୩ରେ ଗସ୍ତ କରିଥିବା ରେକର୍ଡରୁ ଜଣାପଡ଼ିଛି । ଏଜେନ୍ସିଗୁଡ଼ିକ ଏହି ମଡ୍ୟୁଲ୍‌ର ପ୍ରତ୍ୟେକ ସଦସ୍ୟଙ୍କ ଗତିବିଧି ଯାଞ୍ଚ କରୁଛନ୍ତି । ଚଳିତବର୍ଷ ଜୁନ୍‌ରେ ସେମାନେ ବିଦେଶ ଗସ୍ତ କରିଥିଲେ । ୨୩ ବର୍ଷ ମଧ୍ୟରେ ଏହା ପ୍ରଥମ ଘଟଣା ଥିଲା । ଏହାଛଡ଼ା ଆଜରବୈଜାନ ଓ ତୁର୍କୀ ୨୦୨୨ ଓ ୨୦୨୩ରେ ଗସ୍ତ କରିଥିବା ରେକର୍ଡରୁ ଜଣାପଡ଼ିଛି । ଏଜେନ୍ସିଗୁଡ଼ିକ ଏହି ମଡ୍ୟୁଲ୍‌ର ପ୍ରତ୍ୟେକ ସଦସ୍ୟଙ୍କ ଗତିବିଧି ଯାଞ୍ଚ କରୁଛନ୍ତି । ଚଳିତବର୍ଷ ଜୁନ୍‌ରେ ସେମାନେ ବିଦେଶ ଗସ୍ତ କରିଥିଲେ । ୨୩ ବର୍ଷ ମଧ୍ୟରେ ଏହା ପ୍ରଥମ ଘଟଣା ଥିଲା । ଏହାଛଡ଼ା ଆଜରବୈଜାନ ଓ ତୁର୍କୀ ୨୦୨୨ ଓ ୨୦୨୩ରେ ଗସ୍ତ କରିଥିବା ରେକର୍ଡରୁ ଜଣାପଡ଼ିଛି । [785, 517, 1145, 1363]
section-title-bar: ପ୍ରଥମ ପୃଷ୍ଠାର ଅବଶିଷ୍ଟାଂଶ [403, 209, 1528, 250]
weekday-label: ଶନିବାର [1204, 48, 1272, 73]
headline-child-festival: ରାଜ୍ୟସ୍ତରୀୟ ଶିଶୁ ମହୋସବ ... [22, 1921, 368, 1954]
headline-turkey-terror: ତୁର୍କୀରୁ ହୋଇଥିଲା ଆତଙ୍କୀ ... [785, 470, 1122, 503]
main-columns [403, 257, 1528, 2366]
body-delhi-blast: ଦିଲ୍ଲୀ ବିସ୍ଫୋରଣ ମାମଲାର ତଦନ୍ତ ଜୋରଦାର ଚାଲିଛି । ଅଧିକାରୀଙ୍କ ଉପରେ ନଜର ରଖାଯାଇଛି ଏବଂ କେତେକ ପ୍ରମୁଖ ଏନ୍‌ଜିଓଙ୍କ ଜଡ଼ିତ କାର୍ଯ୍ୟକ୍ରମ ନାଁରେ ଯାଞ୍ଚ ଚାଲିଛି । ସୁରକ୍ଷା ବ୍ୟବସ୍ଥାକୁ ଆହୁରି କଡ଼ାକଡ଼ି କରାଯାଇଛି ଏବଂ ସମସ୍ତ ସମ୍ବେଦନଶୀଳ ସ୍ଥାନରେ ଯାଞ୍ଚ ବଢ଼ାଇ ଦିଆଯାଇଛି । ଦିଲ୍ଲୀ ବିସ୍ଫୋରଣ ମାମଲାର ତଦନ୍ତ ଜୋରଦାର ଚାଲିଛି । ଅଧିକାରୀଙ୍କ ଉପରେ ନଜର ରଖାଯାଇଛି ଏବଂ କେତେକ ପ୍ରମୁଖ ଏନ୍‌ଜିଓଙ୍କ ଜଡ଼ିତ କାର୍ଯ୍ୟକ୍ରମ ନାଁରେ ଯାଞ୍ଚ ଚାଲିଛି । ସୁରକ୍ଷା ବ୍ୟବସ୍ଥାକୁ ଆହୁରି କଡ଼ାକଡ଼ି କରାଯାଇଛି ଏବଂ ସମସ୍ତ ସମ୍ବେଦନଶୀଳ ସ୍ଥାନରେ ଯାଞ୍ଚ ବଢ଼ାଇ ଦିଆଯାଇଛି । ଦିଲ୍ଲୀ ବିସ୍ଫୋରଣ ମାମଲାର ତଦନ୍ତ ଜୋରଦାର ଚାଲିଛି । ଅଧିକାରୀଙ୍କ ଉପରେ ନଜର ରଖାଯାଇଛି ଏବଂ କେତେକ ପ୍ରମୁଖ ଏନ୍‌ଜିଓଙ୍କ ଜଡ଼ିତ କାର୍ଯ୍ୟକ୍ରମ ନାଁରେ ଯାଞ୍ଚ ଚାଲିଛି । ସୁରକ୍ଷା ବ୍ୟବସ୍ଥାକୁ ଆହୁରି କଡ଼ାକଡ଼ି କରାଯାଇଛି ଏବଂ ସମସ୍ତ ସମ୍ବେଦନଶୀଳ ସ୍ଥାନରେ ଯାଞ୍ଚ ବଢ଼ାଇ ଦିଆଯାଇଛି । ଦିଲ୍ଲୀ ବିସ୍ଫୋରଣ ମାମଲାର ତଦନ୍ତ ଜୋରଦାର ଚାଲିଛି । ଅଧିକାରୀଙ୍କ ଉପରେ ନଜର ରଖାଯାଇଛି ଏବଂ କେତେକ ପ୍ରମୁଖ ଏନ୍‌ଜିଓଙ୍କ ଜଡ଼ିତ କାର୍ଯ୍ୟକ୍ରମ ନାଁରେ ଯାଞ୍ଚ ଚାଲିଛି । ସୁରକ୍ଷା ବ୍ୟବସ୍ଥାକୁ ଆହୁରି କଡ଼ାକଡ଼ି କରାଯାଇଛି ଏବଂ ସମସ୍ତ ସମ୍ବେଦନଶୀଳ ସ୍ଥାନରେ ଯାଞ୍ଚ ବଢ଼ାଇ ଦିଆଯାଇଛି । ଦିଲ୍ଲୀ ବିସ୍ଫୋରଣ ମାମଲାର ତଦନ୍ତ ଜୋରଦାର ଚାଲିଛି । ଅଧିକାରୀଙ୍କ ଉପରେ ନଜର ରଖାଯାଇଛି ଏବଂ କେତେକ ପ୍ରମୁଖ ଏନ୍‌ଜିଓଙ୍କ ଜଡ଼ିତ କାର୍ଯ୍ୟକ୍ରମ ନାଁରେ ଯାଞ୍ଚ ଚାଲିଛି । ସୁରକ୍ଷା ବ୍ୟବସ୍ଥାକୁ ଆହୁରି କଡ଼ାକଡ଼ି କରାଯାଇଛି ଏବଂ ସମସ୍ତ ସମ୍ବେଦନଶୀଳ ସ୍ଥାନରେ ଯାଞ୍ଚ ବଢ଼ାଇ ଦିଆଯାଇଛି । ଦିଲ୍ଲୀ ବିସ୍ଫୋରଣ ମାମଲାର ତଦନ୍ତ ଜୋରଦାର ଚାଲିଛି । ଅଧିକାରୀଙ୍କ ଉପରେ ନଜର ରଖାଯାଇଛି ଏବଂ କେତେକ ପ୍ରମୁଖ ଏନ୍‌ଜିଓଙ୍କ ଜଡ଼ିତ କାର୍ଯ୍ୟକ୍ରମ ନାଁରେ ଯାଞ୍ଚ ଚାଲିଛି । ସୁରକ୍ଷା ବ୍ୟବସ୍ଥାକୁ ଆହୁରି କଡ଼ାକଡ଼ି କରାଯାଇଛି ଏବଂ ସମସ୍ତ ସମ୍ବେଦନଶୀଳ ସ୍ଥାନରେ ଯାଞ୍ଚ ବଢ଼ାଇ ଦିଆଯାଇଛି । [403, 948, 762, 1496]
page-number: ୭ [1322, 54, 1345, 93]
editorial-headline: ଆଶା ହିଁ ଜୀବନର ହିସାବ [39, 398, 300, 433]
headline-president-visit: ୨୭ରେ ଆସିବେ ରାଷ୍ଟ୍ରପତି ... [403, 265, 718, 298]
pen-icon [301, 323, 366, 375]
editorial-banner-label: ସମ୍ପାଦକୀୟ [40, 327, 220, 368]
